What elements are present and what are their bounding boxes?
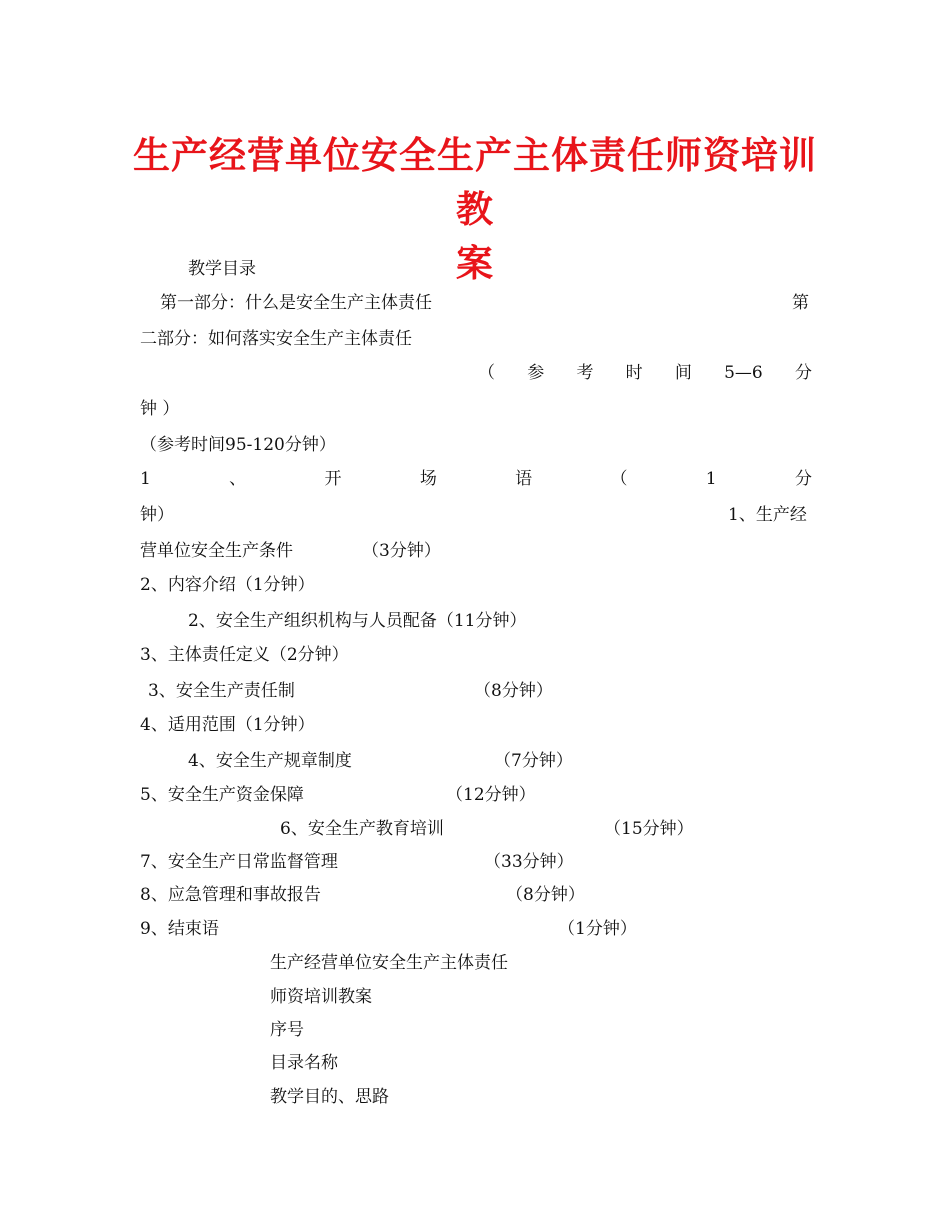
toc-item-2: 2、内容介绍（1分钟） — [140, 575, 315, 595]
table-title-line-2: 师资培训教案 — [270, 987, 372, 1007]
ref-char: （ — [478, 363, 495, 383]
part2-item-1-start: 1、生产经 — [728, 505, 807, 525]
toc-item-8-time: （8分钟） — [506, 885, 585, 905]
item-char: 场 — [419, 469, 437, 489]
item-char: 语 — [515, 469, 533, 489]
toc-part-1: 第一部分：什么是安全生产主体责任 — [160, 293, 432, 313]
toc-item-1 — [140, 468, 812, 490]
item-char: 开 — [324, 469, 342, 489]
toc-part-2-prefix: 第 — [792, 293, 809, 313]
toc-item-7: 7、安全生产日常监督管理 — [140, 852, 338, 872]
item-char: 1 — [140, 469, 151, 489]
toc-item-1-tail: 钟） — [140, 505, 174, 525]
toc-item-4: 4、适用范围（1分钟） — [140, 715, 315, 735]
ref-char: 参 — [527, 363, 545, 383]
toc-item-7-time: （33分钟） — [484, 852, 574, 872]
part2-item-1-time: （3分钟） — [362, 541, 441, 561]
part2-item-2: 2、安全生产组织机构与人员配备（11分钟） — [188, 611, 527, 631]
item-char: 1 — [705, 469, 717, 489]
toc-heading: 教学目录 — [188, 259, 256, 279]
part2-item-4-time: （7分钟） — [494, 751, 573, 771]
toc-item-6: 6、安全生产教育培训 — [280, 819, 444, 839]
toc-item-3: 3、主体责任定义（2分钟） — [140, 645, 349, 665]
ref-time-short-tail: 钟 ） — [140, 399, 180, 419]
ref-time-short — [478, 362, 812, 384]
ref-char: 分 — [794, 363, 812, 383]
toc-part-2: 二部分：如何落实安全生产主体责任 — [140, 329, 412, 349]
ref-time-total: （参考时间95-120分钟） — [140, 435, 336, 455]
toc-item-5: 5、安全生产资金保障 — [140, 785, 304, 805]
table-col-goal: 教学目的、思路 — [270, 1087, 389, 1107]
ref-char: 时 — [625, 363, 643, 383]
item-char: （ — [610, 469, 628, 489]
item-char: 、 — [229, 469, 247, 489]
toc-item-8: 8、应急管理和事故报告 — [140, 885, 321, 905]
title-line-2: 案 — [456, 241, 494, 285]
title-line-1: 生产经营单位安全生产主体责任师资培训教 — [133, 133, 817, 231]
table-col-index: 序号 — [270, 1020, 304, 1040]
ref-char: 考 — [576, 363, 594, 383]
part2-item-4: 4、安全生产规章制度 — [188, 751, 352, 771]
toc-item-9: 9、结束语 — [140, 919, 219, 939]
part2-item-3: 3、安全生产责任制 — [148, 681, 295, 701]
table-title-line-1: 生产经营单位安全生产主体责任 — [270, 953, 508, 973]
table-col-name: 目录名称 — [270, 1053, 338, 1073]
toc-item-5-time: （12分钟） — [446, 785, 536, 805]
item-char: 分 — [794, 469, 812, 489]
part2-item-3-time: （8分钟） — [474, 681, 553, 701]
ref-char: 5—6 — [724, 363, 763, 383]
part2-item-1-rest: 营单位安全生产条件 — [140, 541, 293, 561]
ref-char: 间 — [674, 363, 692, 383]
toc-item-6-time: （15分钟） — [604, 819, 694, 839]
toc-item-9-time: （1分钟） — [558, 919, 637, 939]
